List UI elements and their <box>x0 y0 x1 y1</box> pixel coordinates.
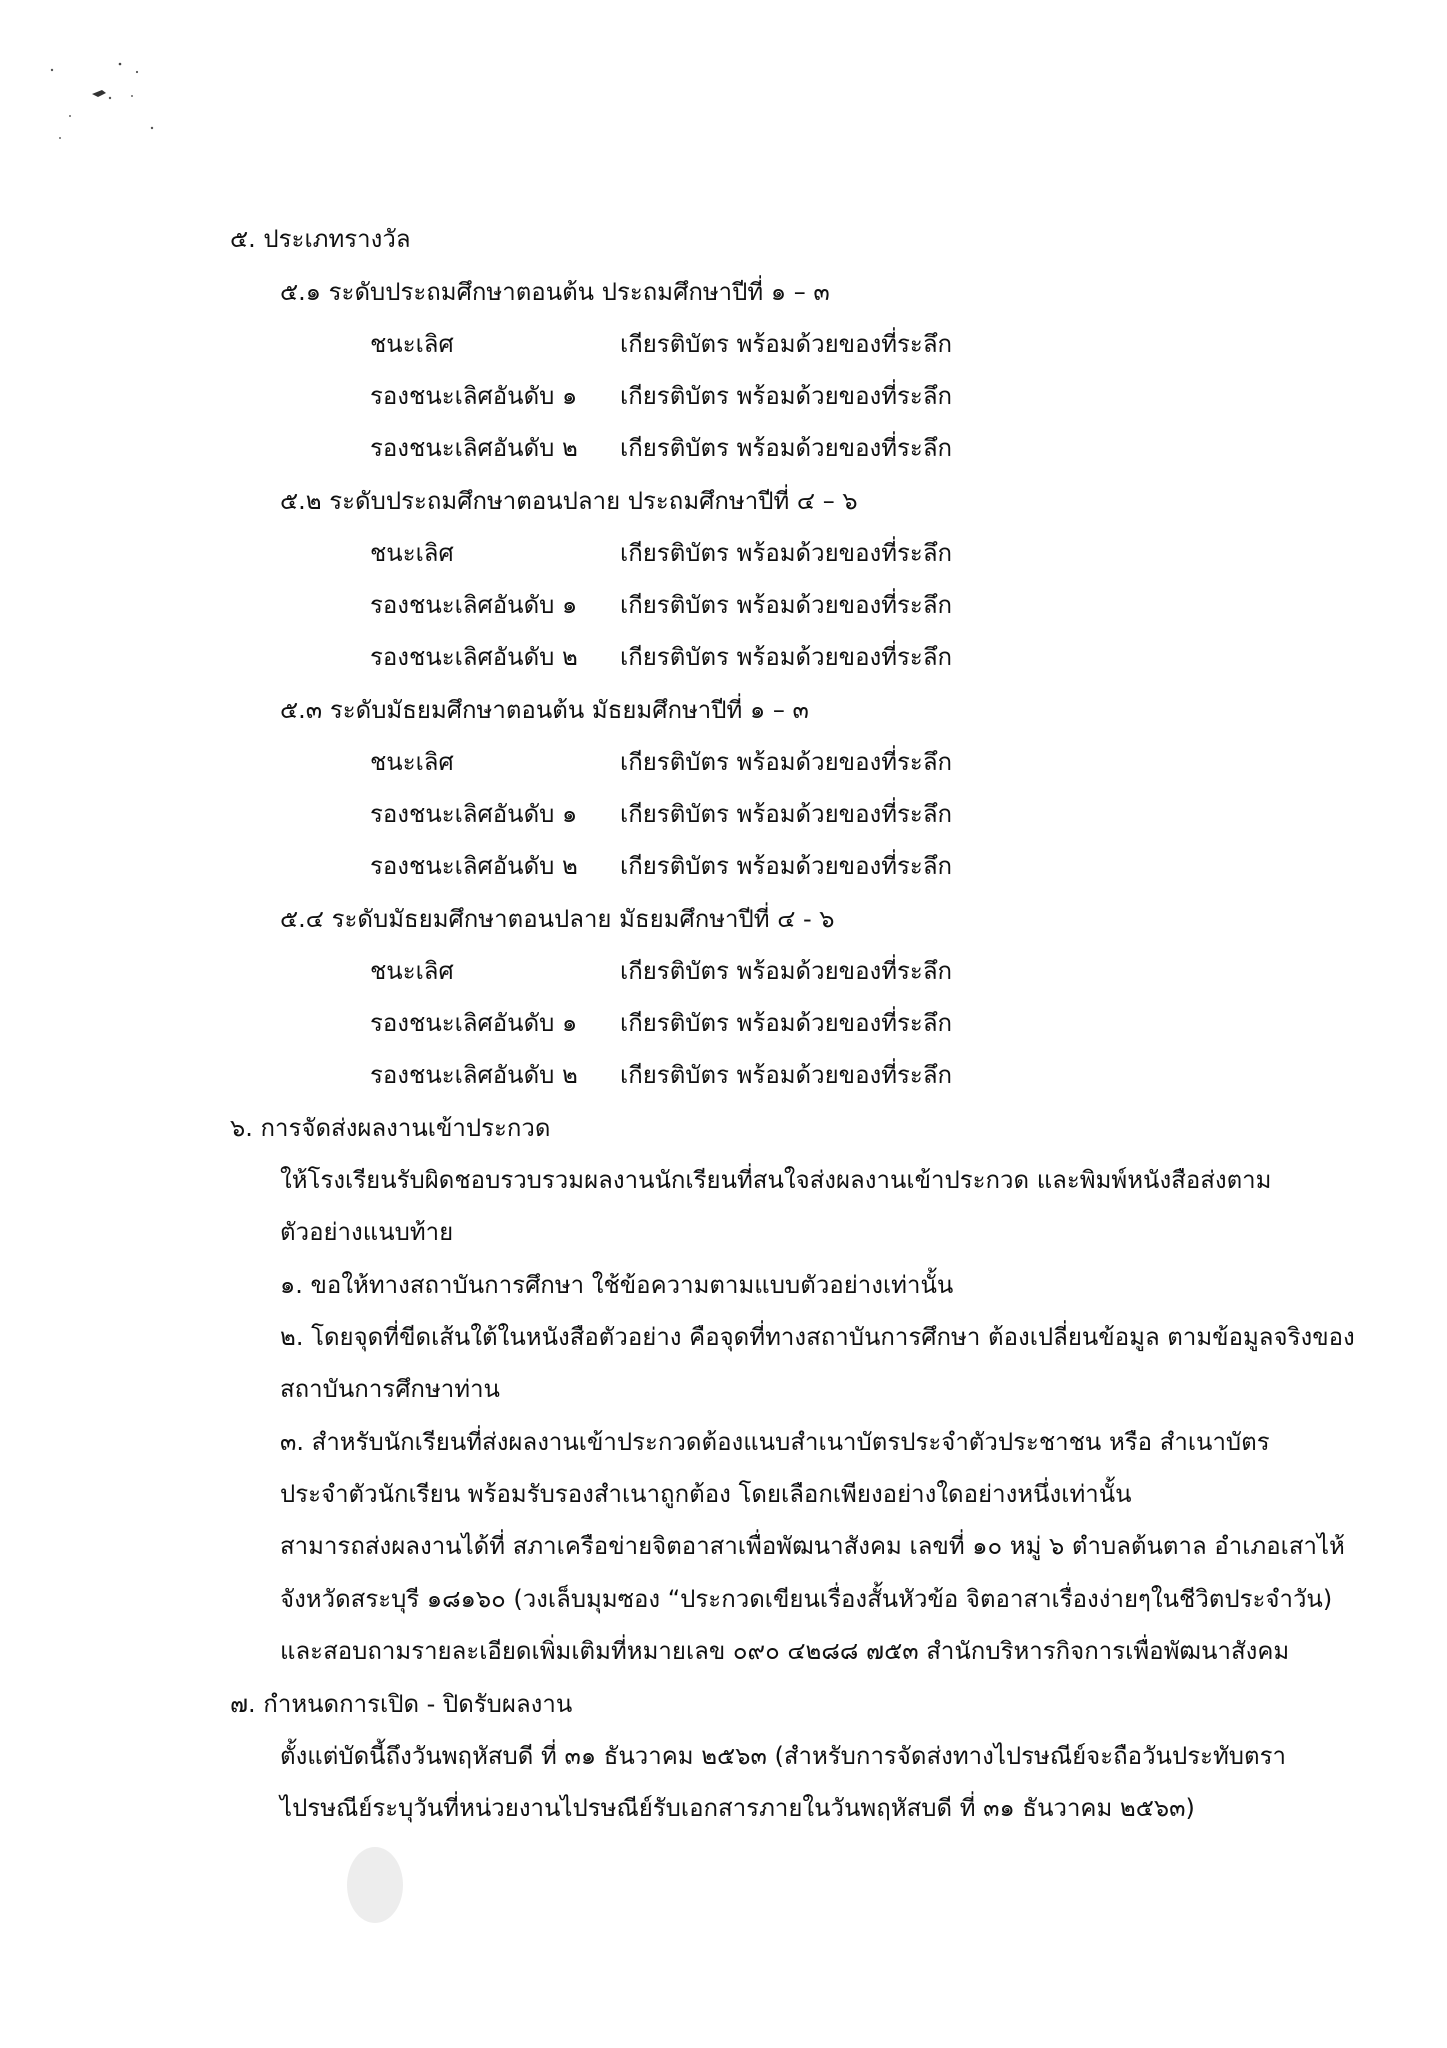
section6-address-line3: และสอบถามรายละเอียดเพิ่มเติมที่หมายเลข ๐๙๐ ๔๒๘๘ ๗๕๓ สำนักบริหารกิจการเพื่อพัฒนาสังคม <box>280 1637 1290 1665</box>
award-rank: รองชนะเลิศอันดับ ๑ <box>370 382 578 410</box>
scan-smudge <box>330 1840 420 1930</box>
award-prize: เกียรติบัตร พร้อมด้วยของที่ระลึก <box>620 1009 953 1037</box>
section6-heading: ๖. การจัดส่งผลงานเข้าประกวด <box>230 1114 551 1142</box>
award-rank: รองชนะเลิศอันดับ ๒ <box>370 434 578 462</box>
section5-heading: ๕. ประเภทรางวัล <box>230 225 411 253</box>
award-rank: ชนะเลิศ <box>370 748 454 776</box>
level-title-5-3: ๕.๓ ระดับมัธยมศึกษาตอนต้น มัธยมศึกษาปีที่ ๑ – ๓ <box>280 696 809 724</box>
award-rank: ชนะเลิศ <box>370 330 454 358</box>
award-prize: เกียรติบัตร พร้อมด้วยของที่ระลึก <box>620 434 953 462</box>
section6-intro-line1: ให้โรงเรียนรับผิดชอบรวบรวมผลงานนักเรียนที่สนใจส่งผลงานเข้าประกวด และพิมพ์หนังสือส่งตาม <box>280 1166 1272 1194</box>
award-prize: เกียรติบัตร พร้อมด้วยของที่ระลึก <box>620 748 953 776</box>
section6-item2-line2: สถาบันการศึกษาท่าน <box>280 1375 500 1403</box>
award-prize: เกียรติบัตร พร้อมด้วยของที่ระลึก <box>620 539 953 567</box>
section6-address-line1: สามารถส่งผลงานได้ที่ สภาเครือข่ายจิตอาสาเพื่อพัฒนาสังคม เลขที่ ๑๐ หมู่ ๖ ตำบลต้นตาล อำเภอเสาไห้ <box>280 1532 1345 1560</box>
section6-item3-line2: ประจำตัวนักเรียน พร้อมรับรองสำเนาถูกต้อง โดยเลือกเพียงอย่างใดอย่างหนึ่งเท่านั้น <box>280 1480 1132 1508</box>
award-rank: ชนะเลิศ <box>370 957 454 985</box>
award-rank: รองชนะเลิศอันดับ ๒ <box>370 643 578 671</box>
section6-item1: ๑. ขอให้ทางสถาบันการศึกษา ใช้ข้อความตามแบบตัวอย่างเท่านั้น <box>280 1271 954 1299</box>
award-prize: เกียรติบัตร พร้อมด้วยของที่ระลึก <box>620 643 953 671</box>
section6-item3-line1: ๓. สำหรับนักเรียนที่ส่งผลงานเข้าประกวดต้องแนบสำเนาบัตรประจำตัวประชาชน หรือ สำเนาบัตร <box>280 1428 1270 1456</box>
award-rank: รองชนะเลิศอันดับ ๑ <box>370 1009 578 1037</box>
award-prize: เกียรติบัตร พร้อมด้วยของที่ระลึก <box>620 382 953 410</box>
award-prize: เกียรติบัตร พร้อมด้วยของที่ระลึก <box>620 1061 953 1089</box>
section6-intro-line2: ตัวอย่างแนบท้าย <box>280 1218 454 1246</box>
award-prize: เกียรติบัตร พร้อมด้วยของที่ระลึก <box>620 852 953 880</box>
award-prize: เกียรติบัตร พร้อมด้วยของที่ระลึก <box>620 957 953 985</box>
section7-line2: ไปรษณีย์ระบุวันที่หน่วยงานไปรษณีย์รับเอกสารภายในวันพฤหัสบดี ที่ ๓๑ ธันวาคม ๒๕๖๓) <box>280 1794 1195 1822</box>
award-prize: เกียรติบัตร พร้อมด้วยของที่ระลึก <box>620 330 953 358</box>
section6-item2-line1: ๒. โดยจุดที่ขีดเส้นใต้ในหนังสือตัวอย่าง คือจุดที่ทางสถาบันการศึกษา ต้องเปลี่ยนข้อมูล ตามข้อมูลจริงของ <box>280 1323 1355 1351</box>
award-rank: รองชนะเลิศอันดับ ๒ <box>370 852 578 880</box>
level-title-5-2: ๕.๒ ระดับประถมศึกษาตอนปลาย ประถมศึกษาปีที่ ๔ – ๖ <box>280 487 858 515</box>
award-rank: ชนะเลิศ <box>370 539 454 567</box>
level-title-5-1: ๕.๑ ระดับประถมศึกษาตอนต้น ประถมศึกษาปีที่ ๑ – ๓ <box>280 278 830 306</box>
award-prize: เกียรติบัตร พร้อมด้วยของที่ระลึก <box>620 800 953 828</box>
award-rank: รองชนะเลิศอันดับ ๑ <box>370 800 578 828</box>
scan-specks <box>40 60 170 170</box>
award-rank: รองชนะเลิศอันดับ ๑ <box>370 591 578 619</box>
section6-address-line2: จังหวัดสระบุรี ๑๘๑๖๐ (วงเล็บมุมซอง “ประกวดเขียนเรื่องสั้นหัวข้อ จิตอาสาเรื่องง่ายๆในชีวิตประจำวัน) <box>280 1585 1333 1613</box>
award-rank: รองชนะเลิศอันดับ ๒ <box>370 1061 578 1089</box>
level-title-5-4: ๕.๔ ระดับมัธยมศึกษาตอนปลาย มัธยมศึกษาปีที่ ๔ - ๖ <box>280 905 835 933</box>
section7-heading: ๗. กำหนดการเปิด - ปิดรับผลงาน <box>230 1690 573 1718</box>
section7-line1: ตั้งแต่บัดนี้ถึงวันพฤหัสบดี ที่ ๓๑ ธันวาคม ๒๕๖๓ (สำหรับการจัดส่งทางไปรษณีย์จะถือวันประทับตรา <box>280 1742 1286 1770</box>
award-prize: เกียรติบัตร พร้อมด้วยของที่ระลึก <box>620 591 953 619</box>
